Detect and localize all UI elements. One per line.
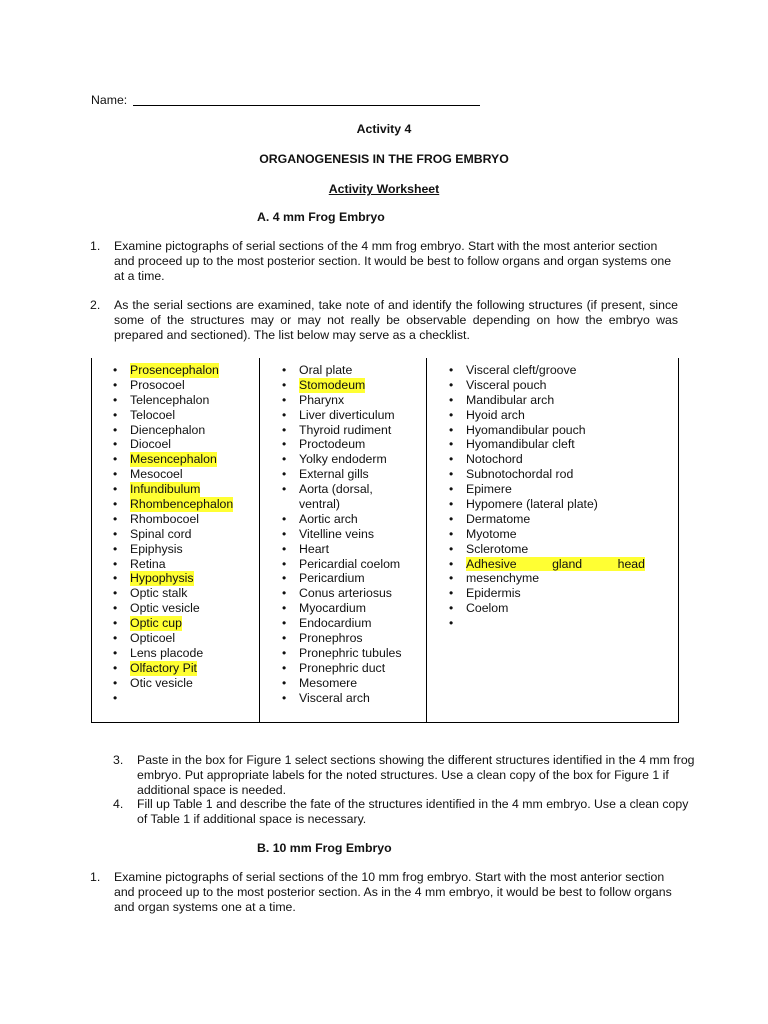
step-text: As the serial sections are examined, take note of and identify the following structures (if present, since some of the structures may or may not really be observable depending on how the embryo was prepared and sectioned). The list below may serve as a checklist. [114, 298, 678, 342]
checklist-item [113, 691, 253, 706]
checklist-label: Aortic arch [299, 511, 358, 526]
checklist-item [282, 601, 422, 616]
checklist-item [449, 393, 645, 408]
checklist-label: Retina [130, 556, 166, 571]
bullet-icon: • [113, 556, 118, 571]
bullet-icon: • [113, 601, 118, 616]
checklist-item [449, 527, 645, 542]
bullet-icon: • [449, 482, 454, 497]
bullet-icon: • [449, 392, 454, 407]
bullet-icon: • [282, 660, 287, 675]
bullet-icon: • [113, 467, 118, 482]
checklist-item [449, 542, 645, 557]
step-number: 2. [90, 298, 101, 312]
bullet-icon: • [449, 601, 454, 616]
checklist-label-highlighted: Optic cup [130, 616, 182, 631]
checklist-item [113, 676, 253, 691]
bullet-icon: • [449, 586, 454, 601]
checklist-label: Visceral arch [299, 690, 370, 705]
section-a-heading: A. 4 mm Frog Embryo [257, 210, 385, 224]
checklist-label: Endocardium [299, 616, 372, 631]
bullet-icon: • [449, 422, 454, 437]
checklist-column-3 [449, 363, 645, 631]
step-text: Examine pictographs of serial sections of the 10 mm frog embryo. Start with the most anterior section and proceed up to the most posterior section. As in the 4 mm embryo, it would be best to follow organs and organ systems one at a time. [114, 870, 672, 914]
bullet-icon: • [449, 526, 454, 541]
checklist-label: Sclerotome [466, 541, 529, 556]
bullet-icon: • [449, 407, 454, 422]
checklist-label: Telencephalon [130, 392, 210, 407]
bullet-icon: • [282, 526, 287, 541]
checklist-label-highlighted: Infundibulum [130, 482, 201, 497]
checklist-item [449, 557, 645, 572]
checklist-item [449, 437, 645, 452]
checklist-label-highlighted: Hypophysis [130, 571, 194, 586]
bullet-icon: • [282, 467, 287, 482]
checklist-label-highlighted: Olfactory Pit [130, 660, 197, 675]
checklist-item [113, 452, 253, 467]
bullet-icon: • [282, 482, 287, 497]
bullet-icon: • [282, 541, 287, 556]
column-divider [259, 358, 260, 723]
bullet-icon: • [449, 437, 454, 452]
checklist-item [449, 452, 645, 467]
checklist-item [449, 423, 645, 438]
checklist-item [113, 661, 253, 676]
bullet-icon: • [113, 541, 118, 556]
checklist-label: External gills [299, 467, 369, 482]
step-text: Examine pictographs of serial sections of the 4 mm frog embryo. Start with the most anterior section and proceed up to the most posterior section. It would be best to follow organs and organ systems one at a time. [114, 239, 672, 283]
checklist-label: Optic vesicle [130, 601, 200, 616]
bullet-icon: • [282, 452, 287, 467]
bullet-icon: • [449, 452, 454, 467]
checklist-item [282, 616, 422, 631]
checklist-item [282, 378, 422, 393]
checklist-item [282, 661, 422, 676]
bullet-icon: • [449, 467, 454, 482]
checklist-item [282, 467, 422, 482]
checklist-label-highlighted: Prosencephalon [130, 363, 219, 377]
checklist-item [282, 437, 422, 452]
column-divider [426, 358, 427, 723]
checklist-label: Pronephric duct [299, 660, 386, 675]
checklist-label-highlighted: Stomodeum [299, 377, 366, 392]
bullet-icon: • [113, 645, 118, 660]
bullet-icon: • [113, 377, 118, 392]
checklist-label-highlighted: Mesencephalon [130, 452, 217, 467]
checklist-item [449, 363, 645, 378]
checklist-label: Epidermis [466, 586, 521, 601]
bullet-icon: • [282, 511, 287, 526]
checklist-item [282, 542, 422, 557]
bullet-icon: • [449, 497, 454, 512]
checklist-column-2 [282, 363, 422, 705]
bullet-icon: • [113, 482, 118, 497]
checklist-item [282, 586, 422, 601]
section-b-heading: B. 10 mm Frog Embryo [257, 841, 392, 855]
checklist-label: Dermatome [466, 511, 531, 526]
step-number: 1. [90, 870, 101, 884]
checklist-item [282, 557, 422, 572]
checklist-item [113, 601, 253, 616]
bullet-icon: • [449, 377, 454, 392]
checklist-item [449, 586, 645, 601]
checklist-label: Pericardium [299, 571, 365, 586]
bullet-icon: • [113, 586, 118, 601]
bullet-icon: • [113, 616, 118, 631]
checklist-item [113, 378, 253, 393]
checklist-item [449, 512, 645, 527]
checklist-label: Spinal cord [130, 526, 192, 541]
checklist-label: Heart [299, 541, 330, 556]
checklist-item [282, 363, 422, 378]
checklist-item [113, 467, 253, 482]
bullet-icon: • [449, 511, 454, 526]
checklist-label: Optic stalk [130, 586, 188, 601]
checklist-item [113, 408, 253, 423]
checklist-label: Coelom [466, 601, 509, 616]
bullet-icon: • [113, 392, 118, 407]
bullet-icon: • [113, 571, 118, 586]
checklist-label-highlighted: Rhombencephalon [130, 497, 234, 512]
checklist-item [282, 408, 422, 423]
checklist-item [113, 557, 253, 572]
checklist-label: Proctodeum [299, 437, 366, 452]
checklist-label: Aorta (dorsal, [299, 482, 373, 497]
bullet-icon: • [282, 631, 287, 646]
checklist-item [113, 512, 253, 527]
checklist-label: Prosocoel [130, 377, 185, 392]
checklist-item [449, 467, 645, 482]
checklist-label: Thyroid rudiment [299, 422, 392, 437]
bullet-icon: • [282, 645, 287, 660]
checklist-item [449, 378, 645, 393]
checklist-label: Oral plate [299, 363, 353, 377]
checklist-item [282, 482, 422, 497]
checklist-item [282, 497, 422, 512]
bullet-icon: • [113, 631, 118, 646]
bullet-icon: • [282, 392, 287, 407]
checklist-label: Pronephric tubules [299, 645, 402, 660]
checklist-label: Diocoel [130, 437, 172, 452]
bullet-icon: • [449, 556, 454, 571]
page-title: ORGANOGENESIS IN THE FROG EMBRYO [259, 152, 509, 166]
checklist-label: Mesocoel [130, 467, 183, 482]
checklist-item [282, 527, 422, 542]
checklist-label: Hyoid arch [466, 407, 525, 422]
checklist-item [282, 631, 422, 646]
checklist-label: Epimere [466, 482, 512, 497]
checklist-label: Hyomandibular pouch [466, 422, 586, 437]
bullet-icon: • [113, 422, 118, 437]
step-number: 1. [90, 239, 101, 253]
bullet-icon: • [282, 586, 287, 601]
worksheet-heading: Activity Worksheet [328, 182, 440, 196]
step-number: 4. [113, 797, 124, 811]
checklist-item [282, 423, 422, 438]
bullet-icon: • [282, 571, 287, 586]
bullet-icon: • [282, 422, 287, 437]
checklist-label: Rhombocoel [130, 511, 200, 526]
checklist-item [282, 512, 422, 527]
bullet-icon: • [449, 616, 454, 631]
bullet-icon: • [282, 556, 287, 571]
checklist-label: Myotome [466, 526, 517, 541]
checklist-label: Epiphysis [130, 541, 183, 556]
bullet-icon: • [113, 363, 118, 377]
name-input-line[interactable] [133, 105, 480, 106]
checklist-label: Pericardial coelom [299, 556, 401, 571]
bullet-icon: • [449, 541, 454, 556]
checklist-item [113, 393, 253, 408]
bullet-icon: • [113, 526, 118, 541]
bullet-icon: • [282, 363, 287, 377]
checklist-item [449, 497, 645, 512]
checklist-label: Hypomere (lateral plate) [466, 497, 598, 512]
bullet-icon: • [282, 675, 287, 690]
step-text: Fill up Table 1 and describe the fate of the structures identified in the 4 mm embryo. Use a clean copy of Table 1 if additional space is necessary. [137, 797, 689, 826]
checklist-item [449, 571, 645, 586]
step-text: Paste in the box for Figure 1 select sections showing the different structures identified in the 4 mm frog embryo. Put appropriate labels for the noted structures. Use a clean copy of the box for Figure 1 if additional space is needed. [137, 753, 695, 797]
checklist-item [113, 527, 253, 542]
checklist-item [449, 601, 645, 616]
checklist-label: ventral) [299, 497, 341, 512]
checklist-label: Lens placode [130, 645, 204, 660]
checklist-label: Mesomere [299, 675, 358, 690]
bullet-icon: • [113, 452, 118, 467]
checklist-item [282, 571, 422, 586]
checklist-item [113, 497, 253, 512]
checklist-item [113, 646, 253, 661]
step-number: 3. [113, 753, 124, 767]
activity-number: Activity 4 [356, 122, 412, 136]
checklist-item [113, 542, 253, 557]
checklist-label: Hyomandibular cleft [466, 437, 575, 452]
bullet-icon: • [113, 437, 118, 452]
checklist-item [282, 452, 422, 467]
checklist-label: Telocoel [130, 407, 176, 422]
checklist-label: Subnotochordal rod [466, 467, 574, 482]
bullet-icon: • [449, 363, 454, 377]
checklist-label: Yolky endoderm [299, 452, 387, 467]
checklist-label: Conus arteriosus [299, 586, 392, 601]
name-label: Name: [91, 93, 128, 107]
checklist-item [282, 676, 422, 691]
bullet-icon: • [113, 511, 118, 526]
checklist-item [449, 482, 645, 497]
checklist-item [113, 586, 253, 601]
checklist-item [113, 571, 253, 586]
checklist-column-1 [113, 363, 253, 705]
bullet-icon: • [449, 571, 454, 586]
bullet-icon: • [113, 675, 118, 690]
checklist-item [113, 631, 253, 646]
checklist-label: Pronephros [299, 631, 363, 646]
bullet-icon: • [282, 616, 287, 631]
checklist-label: Vitelline veins [299, 526, 374, 541]
bullet-icon: • [282, 601, 287, 616]
checklist-label: Liver diverticulum [299, 407, 395, 422]
checklist-item [113, 482, 253, 497]
bullet-icon: • [113, 407, 118, 422]
checklist-label: Myocardium [299, 601, 366, 616]
checklist-label-highlighted: Adhesive gland head [466, 556, 645, 571]
bullet-icon: • [282, 377, 287, 392]
checklist-label: Diencephalon [130, 422, 206, 437]
checklist-item [113, 363, 253, 378]
checklist-label: Pharynx [299, 392, 345, 407]
bullet-icon: • [113, 690, 118, 705]
bullet-icon: • [282, 437, 287, 452]
checklist-item [449, 408, 645, 423]
checklist-item [282, 691, 422, 706]
bullet-icon: • [113, 497, 118, 512]
checklist-label: Visceral pouch [466, 377, 547, 392]
checklist-item [113, 437, 253, 452]
checklist-label: Notochord [466, 452, 523, 467]
checklist-label: Mandibular arch [466, 392, 555, 407]
checklist-label: Opticoel [130, 631, 176, 646]
checklist-label: Visceral cleft/groove [466, 363, 577, 377]
checklist-item [449, 616, 645, 631]
bullet-icon: • [282, 407, 287, 422]
checklist-item [282, 393, 422, 408]
bullet-icon: • [282, 690, 287, 705]
bullet-icon: • [113, 660, 118, 675]
checklist-label: mesenchyme [466, 571, 540, 586]
checklist-item [113, 616, 253, 631]
checklist-item [113, 423, 253, 438]
checklist-item [282, 646, 422, 661]
checklist-label: Otic vesicle [130, 675, 193, 690]
